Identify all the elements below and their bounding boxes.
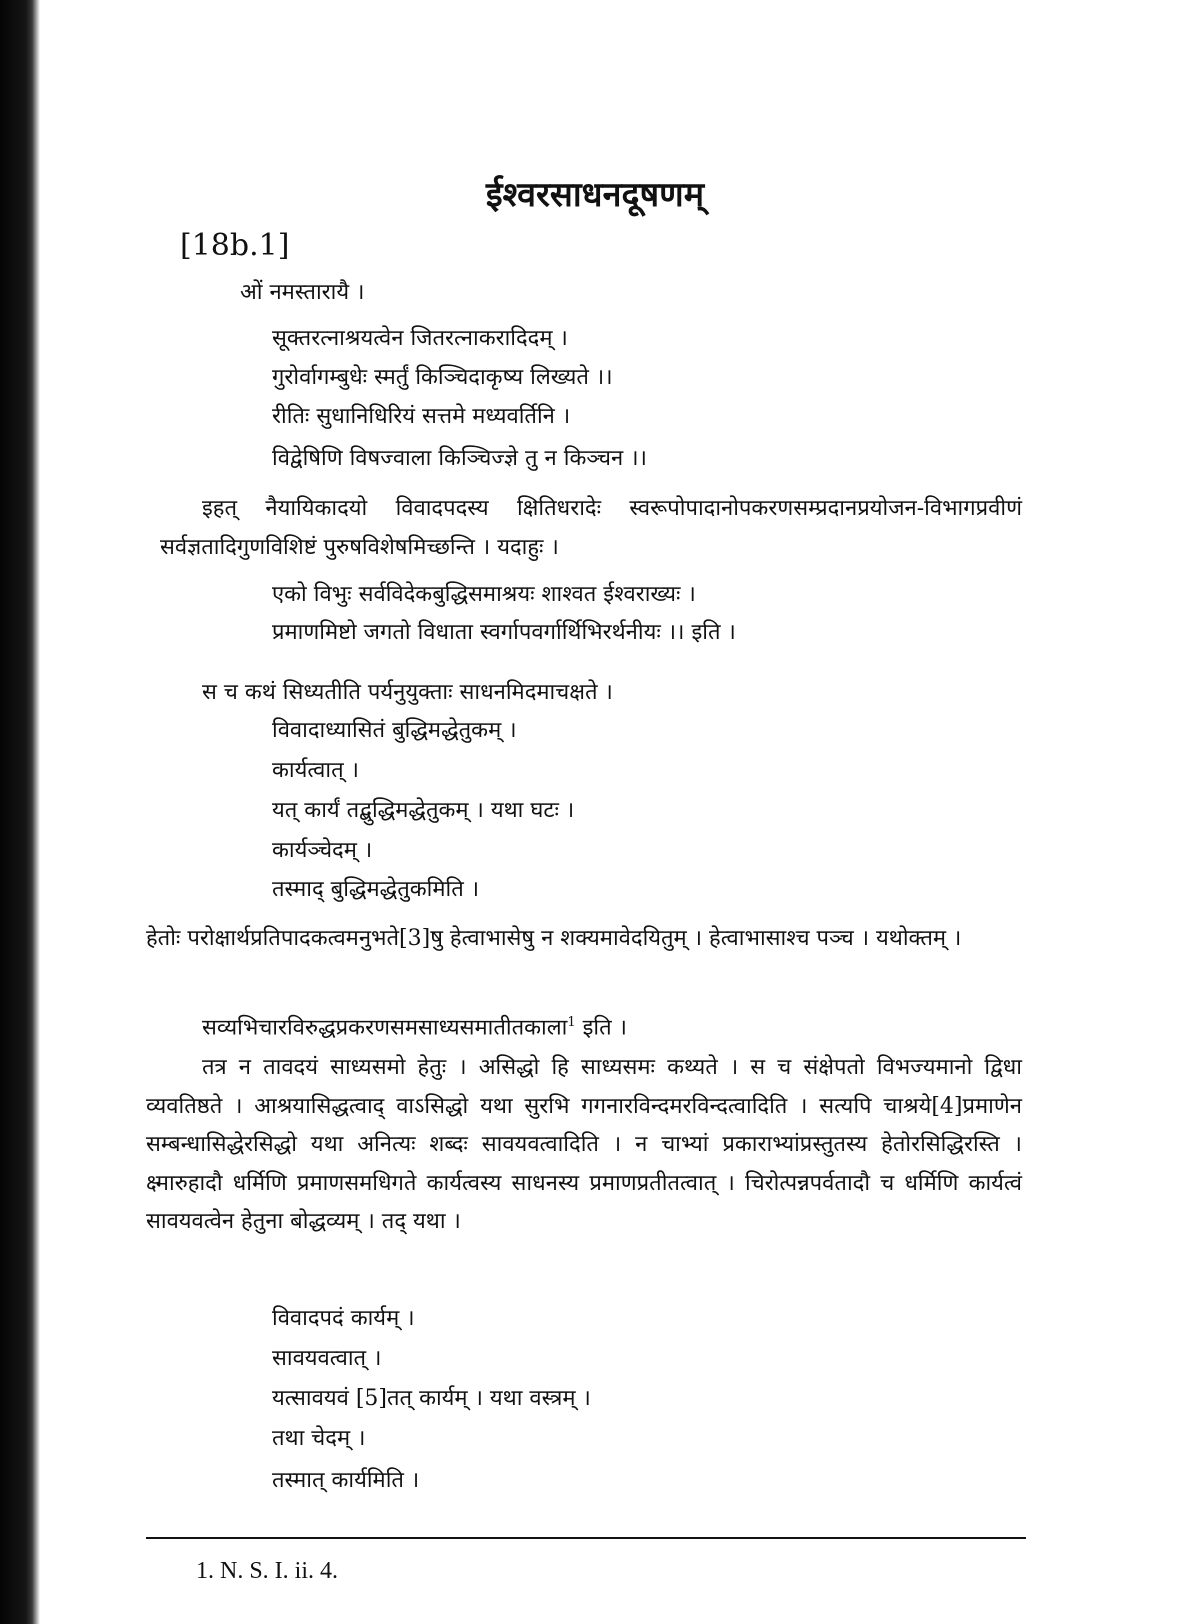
- syllogism-line: तस्मात् कार्यमिति ।: [272, 1468, 420, 1493]
- quoted-definition: [202, 1016, 627, 1039]
- paragraph: इहत् नैयायिकादयो विवादपदस्य क्षितिधरादेः स्वरूपोपादानोपकरणसम्प्रदानप्रयोजन-विभागप्रवीणं सर्वज्ञतादिगुणविशिष्टं पुरुषविशेषमिच्छन्ति । यदाहुः ।: [160, 496, 1022, 560]
- invocation: ओं नमस्तारायै ।: [240, 280, 365, 305]
- page-binding-edge: [0, 0, 40, 1624]
- syllogism-line: कार्यत्वात् ।: [272, 758, 359, 783]
- quote-end: इति ।: [575, 1015, 627, 1041]
- paragraph: हेतोः परोक्षार्थप्रतिपादकत्वमनुभते[3]षु हेत्वाभासेषु न शक्यमावेदयितुम् । हेत्वाभासाश्च पञ्च । यथोक्तम् ।: [146, 926, 962, 951]
- paragraph: तत्र न तावदयं साध्यसमो हेतुः । असिद्धो हि साध्यसमः कथ्यते । स च संक्षेपतो विभज्यमानो द्विधा व्यवतिष्ठते । आश्रयासिद्धत्वाद् वाऽसिद्धो यथा सुरभि गगनारविन्दमरविन्दत्वादिति । सत्यपि चाश्रये[4]प्रमाणेन सम्बन्धासिद्धेरसिद्धो यथा अनित्यः शब्दः सावयवत्वादिति । न चाभ्यां प्रकाराभ्यांप्रस्तुतस्य हेतोरसिद्धिरस्ति । क्ष्मारुहादौ धर्मिणि प्रमाणसमधिगते कार्यत्वस्य साधनस्य प्रमाणप्रतीतत्वात् । चिरोत्पन्नपर्वतादौ च धर्मिणि कार्यत्वं सावयवत्वेन हेतुना बोद्धव्यम् । तद् यथा ।: [146, 1055, 1022, 1234]
- syllogism-line: विवादपदं कार्यम् ।: [272, 1306, 415, 1331]
- verse-line: रीतिः सुधानिधिरियं सत्तमे मध्यवर्तिनि ।: [272, 404, 571, 429]
- syllogism-line: यत् कार्यं तद्बुद्धिमद्धेतुकम् । यथा घटः ।: [272, 798, 575, 823]
- verse-line: प्रमाणमिष्टो जगतो विधाता स्वर्गापवर्गार्थिभिरर्थनीयः ।। इति ।: [272, 620, 736, 645]
- syllogism-line: तथा चेदम् ।: [272, 1426, 366, 1451]
- footnote-divider: [146, 1537, 1026, 1539]
- syllogism-line: सावयवत्वात् ।: [272, 1346, 382, 1371]
- footnote: 1. N. S. I. ii. 4.: [196, 1558, 339, 1584]
- verse-line: सूक्तरत्नाश्रयत्वेन जितरत्नाकरादिदम् ।: [272, 326, 568, 351]
- syllogism-line: कार्यञ्चेदम् ।: [272, 838, 373, 863]
- verse-line: एको विभुः सर्वविदेकबुद्धिसमाश्रयः शाश्वत ईश्वराख्यः ।: [272, 582, 696, 607]
- folio-reference: [18b.1]: [180, 228, 290, 263]
- syllogism-line: यत्सावयवं [5]तत् कार्यम् । यथा वस्त्रम् ।: [272, 1386, 591, 1411]
- syllogism-line: विवादाध्यासितं बुद्धिमद्धेतुकम् ।: [272, 718, 517, 743]
- quote-text: सव्यभिचारविरुद्धप्रकरणसमसाध्यसमातीतकाला: [202, 1015, 568, 1041]
- verse-line: गुरोर्वागम्बुधेः स्मर्तुं किञ्चिदाकृष्य लिख्यते ।।: [272, 365, 613, 390]
- page-title: ईश्वरसाधनदूषणम्: [485, 175, 705, 215]
- verse-line: विद्वेषिणि विषज्वाला किञ्चिज्ज्ञे तु न किञ्चन ।।: [272, 446, 647, 471]
- syllogism-line: तस्माद् बुद्धिमद्धेतुकमिति ।: [272, 877, 480, 902]
- paragraph: स च कथं सिध्यतीति पर्यनुयुक्ताः साधनमिदमाचक्षते ।: [202, 680, 613, 705]
- footnote-marker: 1: [567, 1015, 576, 1030]
